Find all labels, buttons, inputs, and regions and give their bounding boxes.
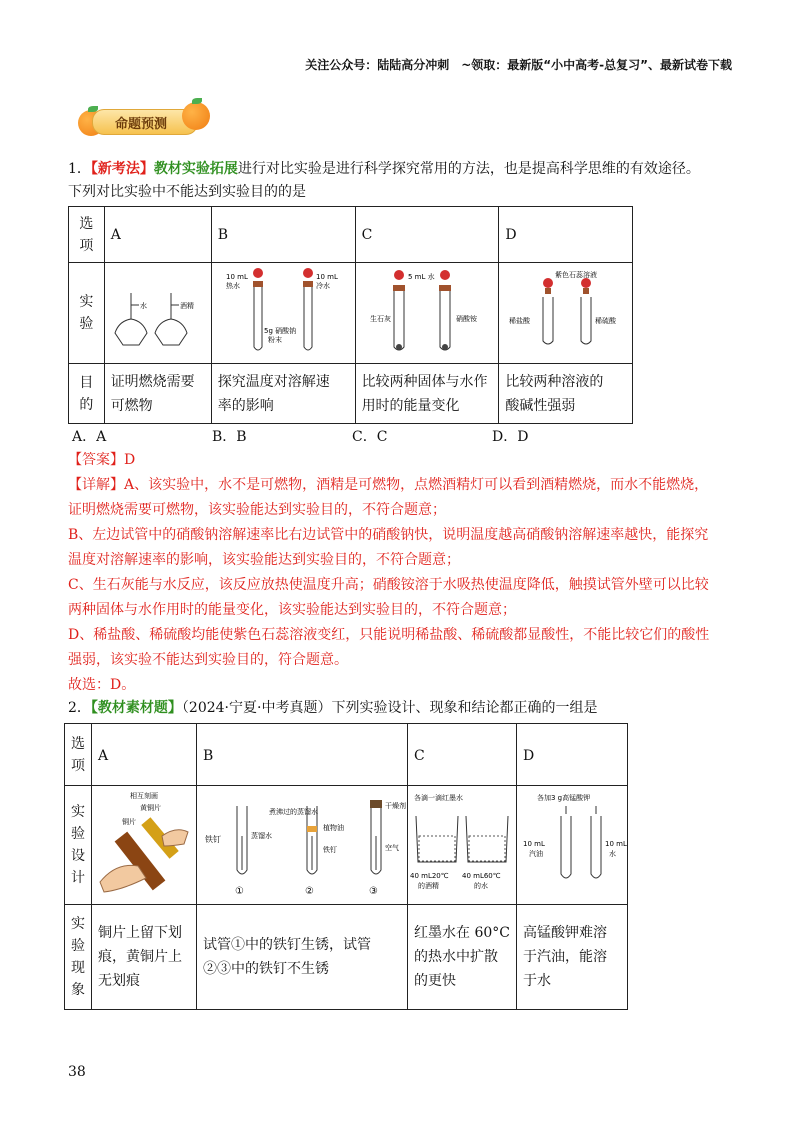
q1-option-b: B [211,207,355,263]
label-tube-2: ② [305,886,314,897]
q1-row-label-option [69,207,105,263]
q1-explain-8: 强弱，该实验不能达到实验目的，符合题意。 [68,652,348,668]
text-line: 的热水中扩散 [414,949,498,965]
q1-explain-3: B、左边试管中的硝酸钠溶解速率比右边试管中的硝酸钠快，说明温度越高硝酸钠溶解速率越快，能探究 [68,527,709,543]
text-line: 于汽油，能溶 [523,949,607,965]
text-line: 痕，黄铜片上 [98,949,182,965]
q2-number: 2． [68,700,91,716]
section-badge [78,100,208,140]
label-tube-3: ③ [369,886,378,897]
label-brass: 黄铜片 [140,804,161,812]
label-copper: 铜片 [122,818,136,826]
text-line: 用时的能量变化 [361,397,460,414]
q2-row-label-option [65,724,92,786]
q1-number: 1． [68,161,91,177]
q2-fig-b [197,786,407,900]
text-line: 红墨水在 60°C [414,925,510,941]
label-powder: 5g 硝酸钠 [263,327,296,335]
text-line: 试管①中的铁钉生锈，试管 [203,937,371,953]
q1-explain-2: 证明燃烧需要可燃物，该实验能达到实验目的，不符合题意； [68,502,446,518]
q1-fig-a [105,263,205,359]
label-distilled: 蒸馏水 [251,832,272,840]
q2-tag: 【教材素材题】 [90,700,182,716]
label-5ml-water: 5 mL 水 [407,273,435,281]
q1-tag: 【新考法】 [90,161,154,177]
q1-option-c: C [355,207,499,263]
q1-option-a: A [104,207,211,263]
q1-explain-9: 故选：D。 [68,677,136,693]
q2-fig-b-cell [197,786,408,905]
label-oil: 植物油 [323,824,344,832]
label-alcohol2: 的酒精 [418,882,439,890]
label-alcohol: 酒精 [179,302,194,310]
label-tube-1: ① [235,886,244,897]
label-water-vol2: 10 mL [605,840,627,848]
label-water: 水 [139,302,147,310]
q1-explain-5: C、生石灰能与水反应，该反应放热使温度升高；硝酸铵溶于水吸热使温度降低，触摸试管外壁可以比较 [68,577,709,593]
q2-fig-d [517,786,627,900]
text-line: 比较两种溶液的 [505,373,604,390]
orange-right-icon [182,102,210,130]
q2-row-label-design [65,786,92,905]
q2-stem-text: （2024·宁夏·中考真题）下列实验设计、现象和结论都正确的一组是 [181,700,598,716]
label-litmus: 紫色石蕊溶液 [555,271,598,279]
label-ammonium-nitrate: 硝酸铵 [455,315,477,323]
q1-fig-d-cell [499,263,633,364]
label-water: 的水 [474,882,488,890]
row-label: 选 项 [71,735,85,774]
q1-subtag: 教材实验拓展 [153,161,238,177]
q1-row-label-experiment [69,263,105,364]
q2-phen-a [92,905,197,1010]
row-label: 实 验 [79,294,94,332]
text-line: 铜片上留下划 [98,925,182,941]
label-cold-vol: 10 mL [315,273,338,281]
label-kmno4: 各加3 g高锰酸钾 [537,794,591,802]
text-line: 比较两种固体与水作 [361,373,488,390]
q1-stem-line2: 下列对比实验中不能达到实验目的的是 [68,184,306,200]
q1-fig-b [212,263,350,359]
q1-purpose-a [104,364,211,424]
q1-stem-text: 进行对比实验是进行科学探究常用的方法，也是提高科学思维的有效途径。 [237,161,700,177]
label-nail2: 铁钉 [323,846,337,854]
label-gasoline-vol: 10 mL [523,840,545,848]
q2-table [64,723,628,1010]
q1-explain-7: D、稀盐酸、稀硫酸均能使紫色石蕊溶液变红，只能说明稀盐酸、稀硫酸都显酸性，不能比较它们的酸性 [68,627,710,643]
q2-phen-d [517,905,628,1010]
q1-fig-a-cell [104,263,211,364]
row-label: 实 验 现 象 [71,916,85,998]
page-header: 关注公众号：陆陆高分冲刺 ~领取：最新版“小中高考-总复习”、最新试卷下载 [305,58,732,72]
q2-stem [68,697,597,719]
label-desiccant: 干燥剂 [385,802,406,810]
q2-phen-c [408,905,517,1010]
text-line: 于水 [523,973,551,989]
q2-row-label-phenomenon [65,905,92,1010]
text-line: 无划痕 [98,973,140,989]
q2-fig-a [92,786,196,900]
q2-fig-c-cell [408,786,517,905]
text-line: 的更快 [414,973,456,989]
label-water2: 水 [609,850,616,858]
text-line: 率的影响 [217,397,274,414]
q2-option-d: D [517,724,628,786]
label-hcl: 稀盐酸 [509,317,531,325]
q1-choice-b: B．B [212,429,247,445]
label-water-vol: 40 mL60℃ [462,872,501,880]
label-scratch: 相互刻画 [130,792,158,800]
q1-explain-4: 温度对溶解速率的影响，该实验能达到实验目的，不符合题意； [68,552,460,568]
label-air: 空气 [385,844,399,852]
q2-fig-a-cell [92,786,197,905]
label-red-ink: 各滴一滴红墨水 [414,794,463,802]
q2-fig-c [408,786,516,900]
q1-answer: 【答案】D [68,452,136,468]
q1-fig-d [499,263,627,359]
label-alcohol-vol: 40 mL20℃ [410,872,449,880]
text-line: 酸碱性强弱 [505,397,576,414]
q1-purpose-b [211,364,355,424]
q2-option-a: A [92,724,197,786]
q2-fig-d-cell [517,786,628,905]
q1-table [68,206,633,424]
q1-explain-6: 两种固体与水作用时的能量变化，该实验能达到实验目的，不符合题意； [68,602,516,618]
q2-option-b: B [197,724,408,786]
q1-purpose-d [499,364,633,424]
q1-choice-d: D．D [492,429,529,445]
q1-fig-c [356,263,494,359]
label-hot: 热水 [225,282,240,290]
text-line: 高锰酸钾难溶 [523,925,607,941]
q1-choice-a: A．A [72,429,107,445]
q1-option-d: D [499,207,633,263]
q2-phen-b [197,905,408,1010]
row-label: 选 项 [79,215,94,254]
q1-row-label-purpose [69,364,105,424]
label-cold: 冷水 [315,282,330,290]
text-line: 可燃物 [110,397,153,414]
q1-choice-c: C．C [352,429,388,445]
label-h2so4: 稀硫酸 [595,317,617,325]
badge-label: 命题预测 [115,117,168,132]
q1-stem-line1 [68,158,700,180]
q1-fig-c-cell [355,263,499,364]
page-number: 38 [68,1064,86,1080]
label-boiled: 煮沸过的蒸馏水 [269,808,318,816]
leaf-icon [192,98,202,104]
q1-purpose-c [355,364,499,424]
row-label: 目 的 [79,374,94,413]
label-nail: 铁钉 [205,835,221,844]
text-line: 探究温度对溶解速 [217,373,330,390]
label-powder2: 粉末 [267,336,282,344]
q1-fig-b-cell [211,263,355,364]
text-line: ②③中的铁钉不生锈 [203,961,329,977]
text-line: 证明燃烧需要 [110,373,195,390]
label-gasoline: 汽油 [529,850,543,858]
label-quicklime: 生石灰 [369,315,391,323]
q1-explain-1: 【详解】A、该实验中，水不是可燃物，酒精是可燃物，点燃酒精灯可以看到酒精燃烧，而水不能燃烧， [68,477,709,493]
q2-option-c: C [408,724,517,786]
row-label: 实 验 设 计 [71,804,85,886]
label-hot-vol: 10 mL [225,273,248,281]
